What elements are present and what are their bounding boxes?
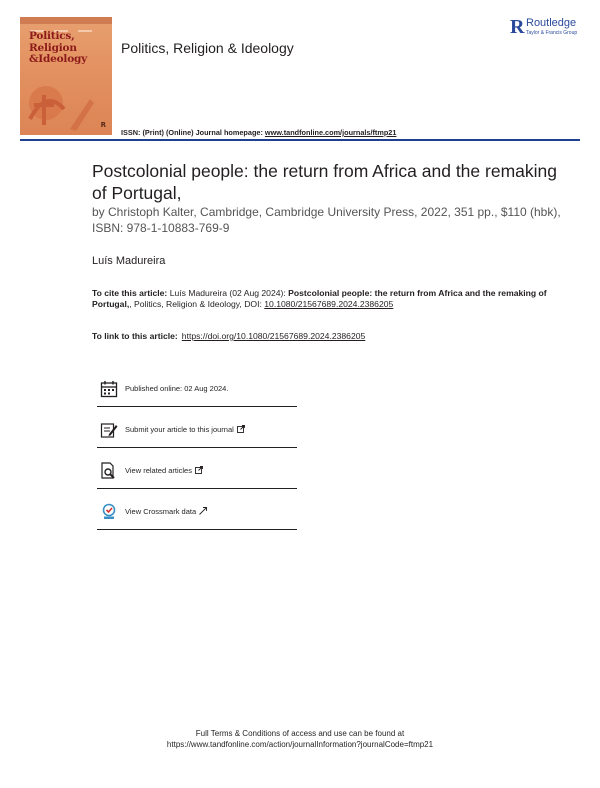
submit-article-icon: [100, 421, 118, 439]
citation-journal: , Politics, Religion & Ideology, DOI:: [129, 299, 262, 309]
journal-title[interactable]: Politics, Religion & Ideology: [121, 40, 294, 56]
cover-title-line: Religion: [29, 41, 77, 54]
issn-label: ISSN: (Print) (Online) Journal homepage:: [121, 128, 263, 137]
row-divider: [97, 406, 297, 407]
citation-doi-link[interactable]: 10.1080/21567689.2024.2386205: [264, 299, 394, 309]
citation-title: Postcolonial people: the return from Africa and the remaking of Portugal,: [92, 288, 547, 309]
article-doi-link[interactable]: https://doi.org/10.1080/21567689.2024.2386205: [181, 331, 366, 341]
calendar-icon: [100, 380, 118, 398]
footer-journal-info-link[interactable]: https://www.tandfonline.com/action/journalInformation?journalCode=ftmp21: [166, 740, 434, 749]
crossmark-row[interactable]: [97, 500, 297, 538]
related-articles-text: View related articles: [125, 466, 192, 475]
external-link-icon: [195, 466, 203, 474]
citation-label: To cite this article:: [92, 288, 168, 298]
article-title: Postcolonial people: the return from Africa and the remaking of Portugal,: [92, 161, 557, 203]
routledge-logo: [510, 16, 590, 38]
article-link-line: [92, 331, 365, 341]
submit-article-link[interactable]: [125, 425, 245, 434]
publisher-tagline: Taylor & Francis Group: [526, 30, 578, 36]
link-label: To link to this article:: [92, 331, 178, 341]
row-divider: [97, 488, 297, 489]
header-divider: [20, 139, 580, 141]
citation-block: [92, 288, 562, 310]
crossmark-link[interactable]: [125, 507, 207, 516]
crossmark-text: View Crossmark data: [125, 507, 197, 516]
published-online-text: Published online: 02 Aug 2024.: [125, 384, 229, 393]
cover-title: [29, 31, 111, 66]
issn-line: [121, 128, 396, 137]
submit-article-text: Submit your article to this journal: [125, 425, 234, 434]
cover-publisher-mark: R: [100, 121, 106, 129]
row-divider: [97, 529, 297, 530]
routledge-r-icon: R: [510, 16, 525, 38]
cover-title-line: &Ideology: [29, 53, 88, 65]
author-name: Luís Madureira: [92, 255, 166, 267]
journal-homepage-link[interactable]: www.tandfonline.com/journals/ftmp21: [264, 128, 397, 137]
cover-artwork: [20, 79, 112, 135]
submit-article-row[interactable]: [97, 418, 297, 456]
crossmark-icon: [100, 503, 118, 521]
related-articles-icon: [100, 462, 118, 480]
related-articles-row[interactable]: [97, 459, 297, 497]
publisher-name: Routledge: [526, 17, 577, 29]
citation-prefix: Luís Madureira (02 Aug 2024):: [169, 288, 286, 298]
footer-terms: [0, 728, 600, 750]
published-online-row: [97, 377, 297, 415]
footer-line-terms: Full Terms & Conditions of access and use can be found at: [195, 729, 405, 738]
cover-top-strip: [20, 17, 112, 24]
external-link-icon: [237, 425, 245, 433]
journal-cover: [20, 17, 112, 135]
article-subtitle: by Christoph Kalter, Cambridge, Cambridge University Press, 2022, 351 pp., $110 (hbk), ISBN: 978-1-10883-769-9: [92, 205, 561, 235]
external-link-icon: [199, 507, 207, 515]
cover-title-line: Politics,: [29, 30, 75, 42]
related-articles-link[interactable]: [125, 466, 203, 475]
row-divider: [97, 447, 297, 448]
